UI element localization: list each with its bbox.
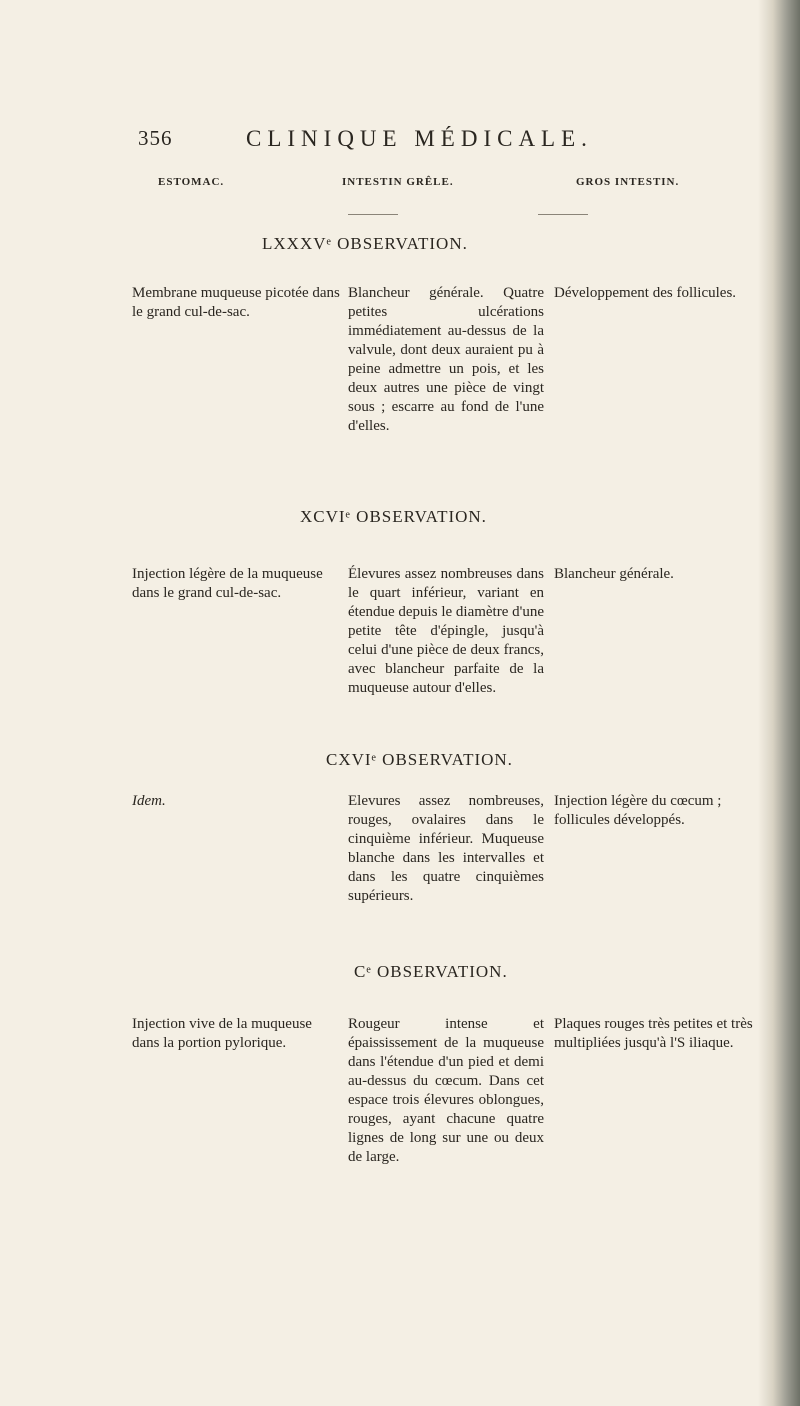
observation-title: CXVIᵉ OBSERVATION. [326,750,513,769]
divider [538,214,588,215]
observation-gros-intestin [554,284,764,303]
grele-text: Rougeur intense et épaississement de la muqueuse dans l'étendue d'un pied et demi au-dessus du cœcum. Dans cet espace trois élevures oblongues, rouges, ayant chacune quatre lignes de long sur une ou deux de large. [348,1016,544,1165]
running-head: CLINIQUE MÉDICALE. [246,126,593,151]
observation-gros-intestin [554,565,764,584]
estomac-text: Injection légère de la muqueuse dans le grand cul-de-sac. [132,566,323,601]
column-head-intestin-grele: INTESTIN GRÊLE. [342,176,454,188]
column-head-estomac: ESTOMAC. [158,176,225,188]
grele-text: Elevures assez nombreuses, rouges, ovalaires dans le cinquième inférieur. Muqueuse blanche dans les intervalles et dans les quatre cinquièmes supérieurs. [348,793,544,904]
observation-intestin-grele [348,1015,544,1167]
divider [348,214,398,215]
observation-gros-intestin [554,792,764,830]
grele-text: Blancheur générale. Quatre petites ulcérations immédiatement au-dessus de la valvule, dont deux auraient pu à peine admettre un pois, et les deux autres une pièce de vingt sous ; escarre au fond de l'une d'elles. [348,285,544,434]
gros-text: Plaques rouges très petites et très multipliées jusqu'à l'S iliaque. [554,1016,753,1051]
observation-intestin-grele [348,565,544,698]
column-head-gros-intestin: GROS INTESTIN. [576,176,680,188]
gros-text: Injection légère du cœcum ; follicules développés. [554,793,722,828]
observation-intestin-grele [348,792,544,906]
observation-title: Cᵉ OBSERVATION. [354,962,508,981]
observation-intestin-grele [348,284,544,436]
observation-gros-intestin [554,1015,764,1053]
gros-text: Blancheur générale. [554,566,674,582]
estomac-text: Injection vive de la muqueuse dans la portion pylorique. [132,1016,312,1051]
observation-estomac [132,1015,342,1053]
gros-text: Développement des follicules. [554,285,737,301]
observation-title: LXXXVᵉ OBSERVATION. [262,234,468,253]
page-number: 356 [138,126,173,150]
grele-text: Élevures assez nombreuses dans le quart inférieur, variant en étendue depuis le diamètre d'une petite tête d'épingle, jusqu'à celui d'une pièce de deux francs, avec blancheur parfaite de la muqueuse autour d'elles. [348,566,544,696]
observation-estomac [132,284,342,322]
observation-estomac [132,565,342,603]
estomac-text: Idem. [132,793,166,809]
estomac-text: Membrane muqueuse picotée dans le grand cul-de-sac. [132,285,340,320]
observation-estomac [132,792,342,811]
page-edge-shadow [758,0,800,1406]
observation-title: XCVIᵉ OBSERVATION. [300,507,487,526]
